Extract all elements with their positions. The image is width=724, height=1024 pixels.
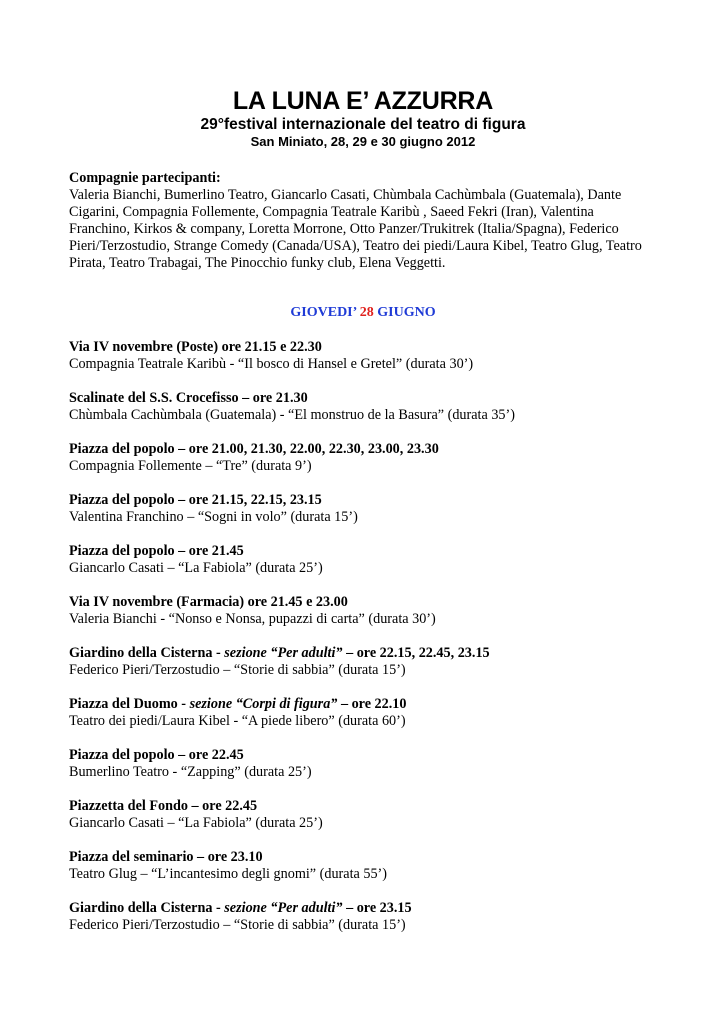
day-month: GIUGNO [377, 305, 436, 320]
event-show: Valeria Bianchi - “Nonso e Nonsa, pupazzi di carta” (durata 30’) [69, 611, 436, 627]
companies-label: Compagnie partecipanti: [69, 170, 221, 186]
event-location: Via IV novembre (Farmacia) ore 21.45 e 23.00 [69, 594, 348, 610]
companies-list: Valeria Bianchi, Bumerlino Teatro, Giancarlo Casati, Chùmbala Cachùmbala (Guatemala), Dante Cigarini, Compagnia Follemente, Compagnia Teatrale Karibù , Saeed Fekri (Iran), Valentina Franchino, Kirkos & company, Loretta Morrone, Otto Panzer/Trukitrek (Italia/Spagna), Federico Pieri/Terzostudio, Strange Comedy (Canada/USA), Teatro dei piedi/Laura Kibel, Teatro Glug, Teatro Pirata, Teatro Trabagai, The Pinocchio funky club, Elena Veggetti. [69, 187, 642, 271]
event-item [69, 849, 657, 883]
day-number: 28 [359, 305, 374, 320]
event-show: Teatro dei piedi/Laura Kibel - “A piede libero” (durata 60’) [69, 713, 406, 729]
event-item [69, 900, 657, 934]
event-item [69, 543, 657, 577]
event-show: Federico Pieri/Terzostudio – “Storie di sabbia” (durata 15’) [69, 662, 406, 678]
event-item [69, 747, 657, 781]
event-location: Piazza del popolo – ore 21.00, 21.30, 22.00, 22.30, 23.00, 23.30 [69, 441, 439, 457]
event-item [69, 339, 657, 373]
event-item [69, 696, 657, 730]
event-show: Bumerlino Teatro - “Zapping” (durata 25’) [69, 764, 312, 780]
event-location: Via IV novembre (Poste) ore 21.15 e 22.30 [69, 339, 322, 355]
event-show: Giancarlo Casati – “La Fabiola” (durata 25’) [69, 560, 323, 576]
companies-section [69, 170, 657, 272]
event-show: Valentina Franchino – “Sogni in volo” (durata 15’) [69, 509, 358, 525]
event-location: Giardino della Cisterna - sezione “Per adulti” – ore 22.15, 22.45, 23.15 [69, 645, 490, 661]
event-show: Compagnia Teatrale Karibù - “Il bosco di Hansel e Gretel” (durata 30’) [69, 356, 474, 372]
festival-dates: San Miniato, 28, 29 e 30 giugno 2012 [250, 134, 476, 149]
event-location: Piazza del seminario – ore 23.10 [69, 849, 263, 865]
event-location: Piazzetta del Fondo – ore 22.45 [69, 798, 258, 814]
event-item [69, 492, 657, 526]
events-list [69, 339, 657, 934]
day-heading [69, 304, 657, 321]
event-item [69, 798, 657, 832]
page-title: LA LUNA E’ AZZURRA [232, 87, 494, 115]
event-location: Piazza del popolo – ore 22.45 [69, 747, 244, 763]
event-location: Scalinate del S.S. Crocefisso – ore 21.30 [69, 390, 308, 406]
day-weekday: GIOVEDI’ [290, 305, 357, 320]
document-page [69, 86, 657, 951]
event-show: Giancarlo Casati – “La Fabiola” (durata 25’) [69, 815, 323, 831]
event-show: Federico Pieri/Terzostudio – “Storie di sabbia” (durata 15’) [69, 917, 406, 933]
event-location: Piazza del Duomo - sezione “Corpi di figura” – ore 22.10 [69, 696, 407, 712]
event-item [69, 390, 657, 424]
event-item [69, 594, 657, 628]
festival-subtitle: 29°festival internazionale del teatro di figura [200, 116, 526, 133]
event-item [69, 645, 657, 679]
event-show: Compagnia Follemente – “Tre” (durata 9’) [69, 458, 312, 474]
event-item [69, 441, 657, 475]
event-show: Teatro Glug – “L’incantesimo degli gnomi” (durata 55’) [69, 866, 387, 882]
event-location: Giardino della Cisterna - sezione “Per adulti” – ore 23.15 [69, 900, 412, 916]
event-show: Chùmbala Cachùmbala (Guatemala) - “El monstruo de la Basura” (durata 35’) [69, 407, 515, 423]
event-location: Piazza del popolo – ore 21.45 [69, 543, 244, 559]
event-location: Piazza del popolo – ore 21.15, 22.15, 23.15 [69, 492, 322, 508]
